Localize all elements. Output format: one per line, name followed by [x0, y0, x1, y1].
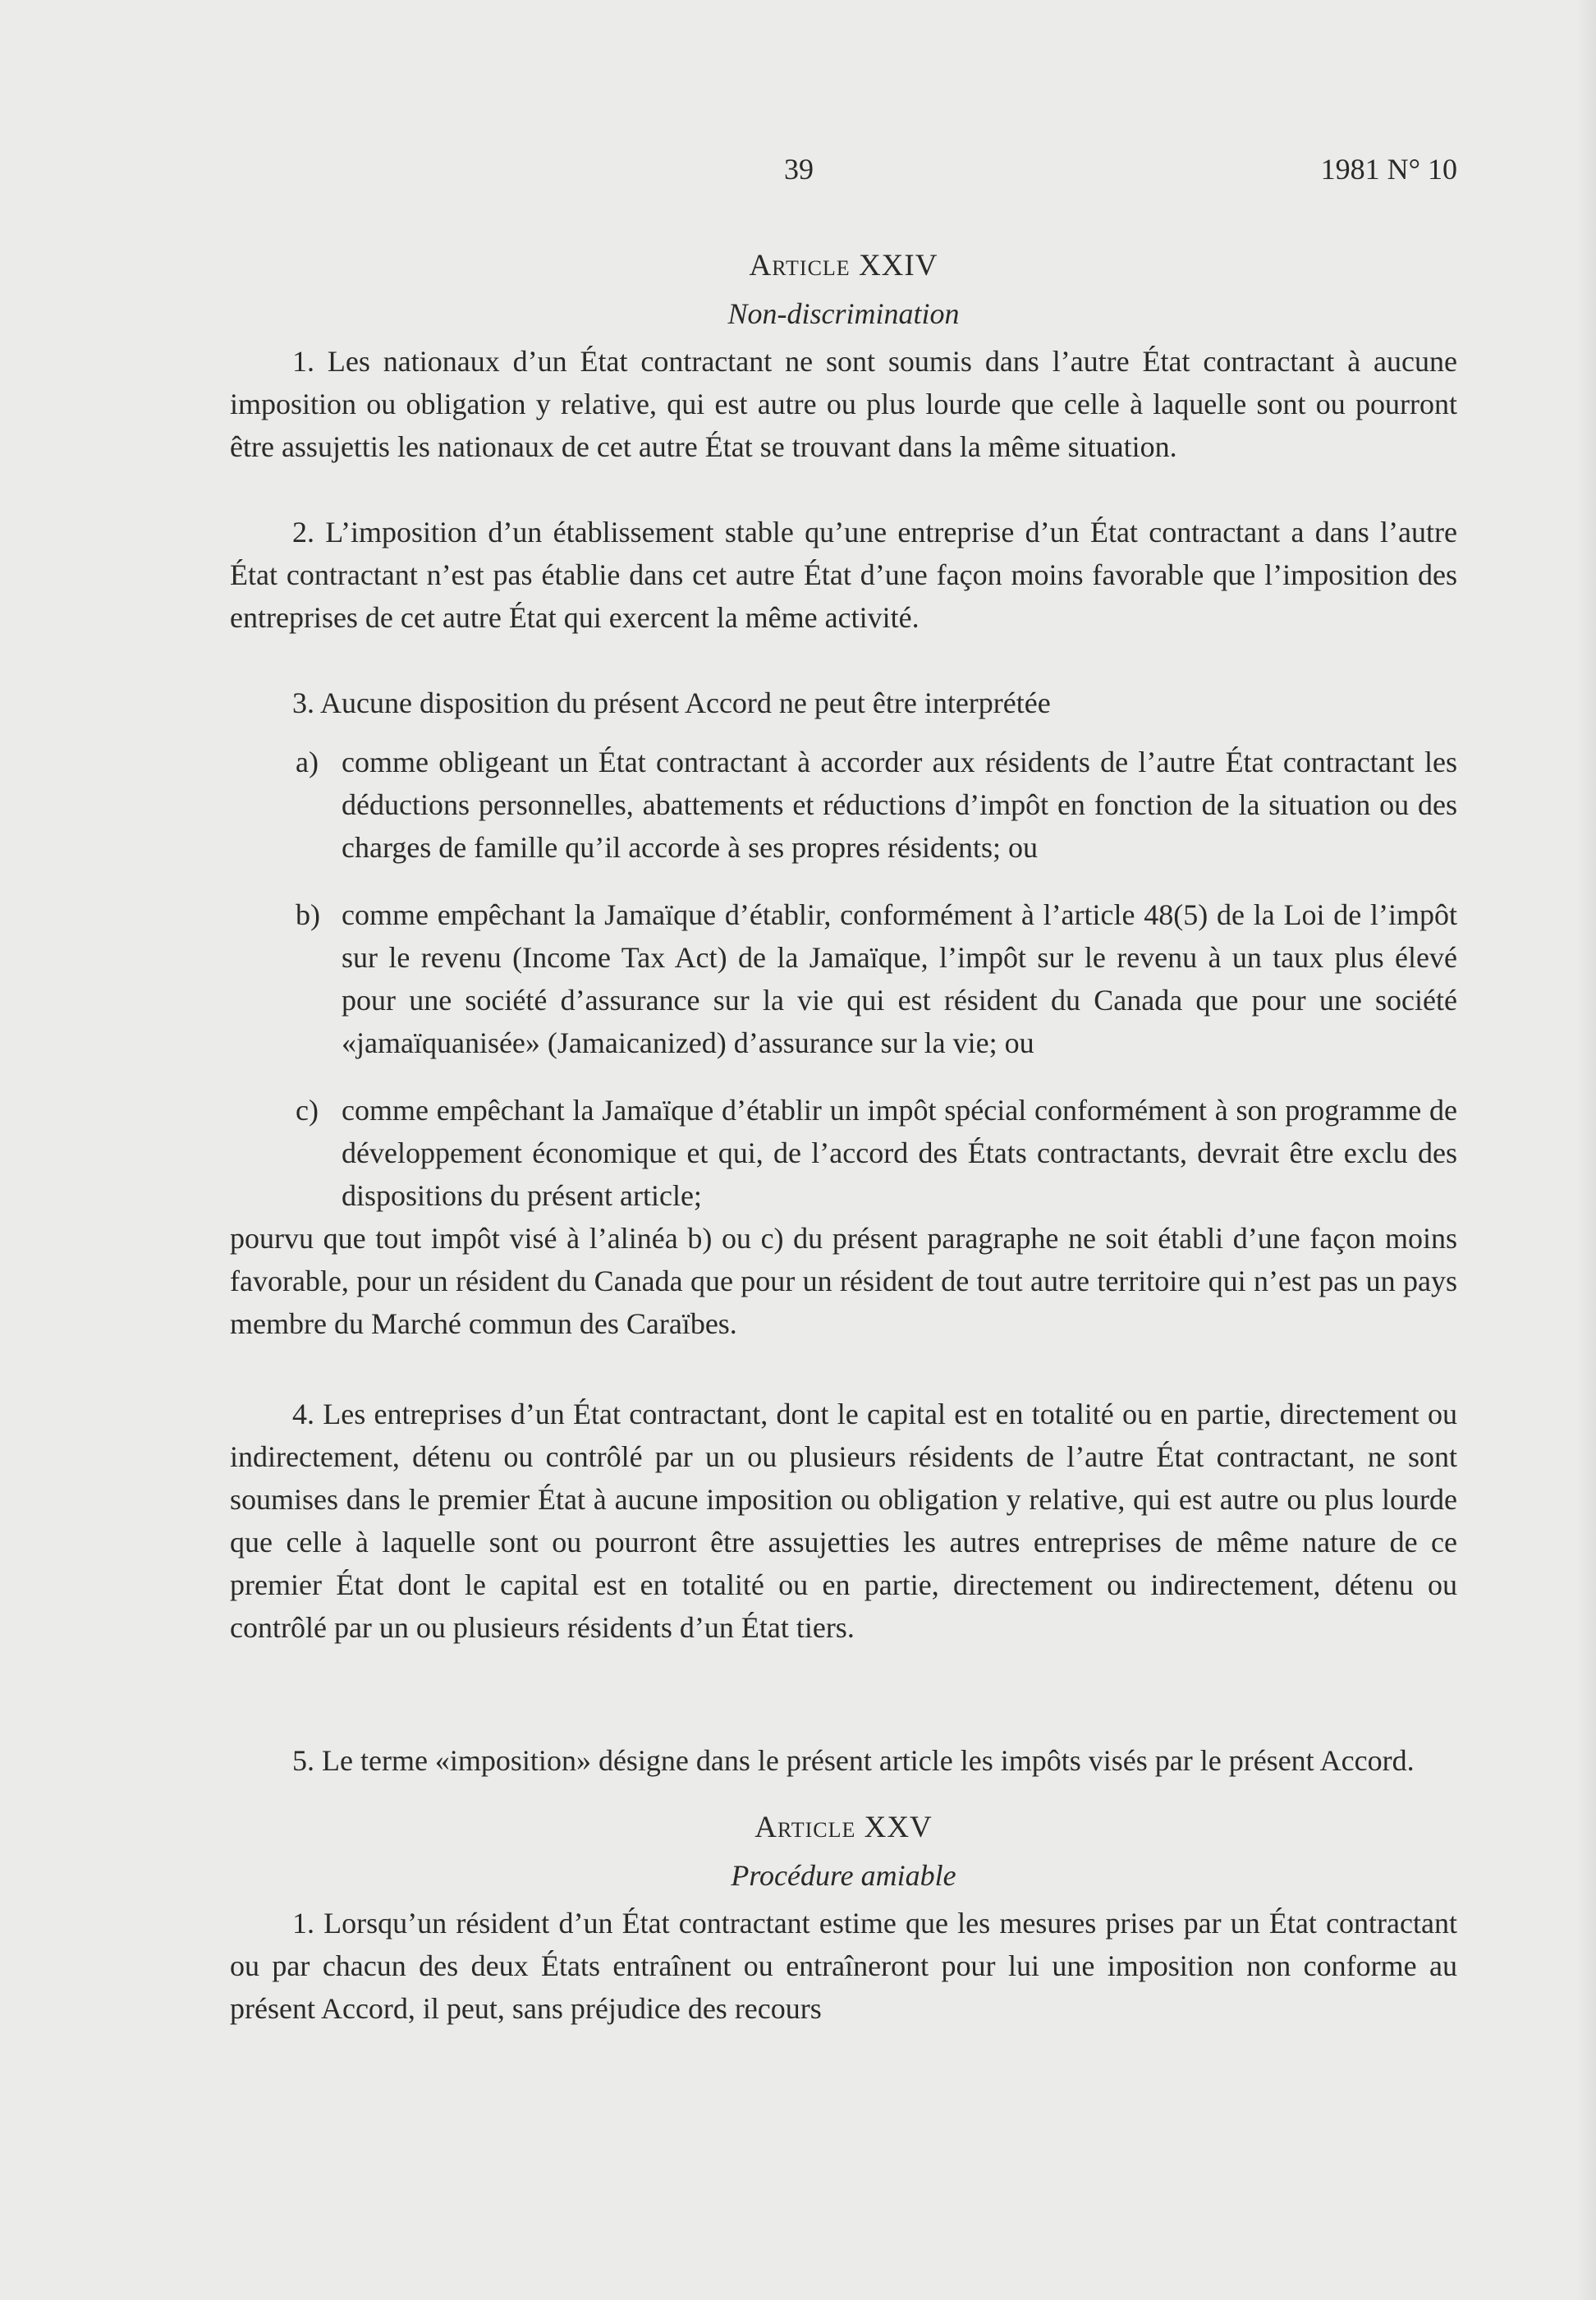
list-item-label: c): [296, 1094, 319, 1127]
article-24-paragraph-1: 1. Les nationaux d’un État contractant ne sont soumis dans l’autre État contractant à aucune imposition ou obligation y relative, qui est autre ou plus lourde que celle à laquelle sont ou pourront être assujettis les nationaux de cet autre État se trouvant dans la même situation.: [230, 345, 1457, 463]
list-item: [296, 1089, 1457, 1217]
article-24-paragraph-5: 5. Le terme «imposition» désigne dans le présent article les impôts visés par le présent Accord.: [292, 1744, 1415, 1777]
article-24-paragraph-3-intro: 3. Aucune disposition du présent Accord ne peut être interprétée: [292, 686, 1051, 719]
article-24-paragraph-4: 4. Les entreprises d’un État contractant, dont le capital est en totalité ou en partie, directement ou indirectement, détenu ou contrôlé par un ou plusieurs résidents de l’autre État contractant, ne sont soumises dans le premier État à aucune imposition ou obligation y relative, qui est autre ou plus lourde que celle à laquelle sont ou pourront être assujetties les autres entreprises de même nature de ce premier État dont le capital est en totalité ou en partie, directement ou indirectement, détenu ou contrôlé par un ou plusieurs résidents d’un État tiers.: [230, 1398, 1457, 1644]
document-page: [230, 140, 1457, 2030]
scan-edge-shadow: [1576, 0, 1596, 2300]
article-24-paragraph-3-proviso: pourvu que tout impôt visé à l’alinéa b) ou c) du présent paragraphe ne soit établi d’une façon moins favorable, pour un résident du Canada que pour un résident de tout autre territoire qui n’est pas un pays membre du Marché commun des Caraïbes.: [230, 1222, 1457, 1340]
list-item-label: a): [296, 746, 319, 778]
article-24-title: Article XXIV: [749, 249, 938, 282]
article-25-paragraph-1: 1. Lorsqu’un résident d’un État contractant estime que les mesures prises par un État contractant ou par chacun des deux États entraînent ou entraîneront pour lui une imposition non conforme au présent Accord, il peut, sans préjudice des recours: [230, 1907, 1457, 2025]
article-24-paragraph-2: 2. L’imposition d’un établissement stable qu’une entreprise d’un État contractant a dans l’autre État contractant n’est pas établie dans cet autre État d’une façon moins favorable que l’imposition des entreprises de cet autre État qui exercent la même activité.: [230, 516, 1457, 634]
article-25-title: Article XXV: [754, 1811, 933, 1844]
list-item-text: comme obligeant un État contractant à accorder aux résidents de l’autre État contractant les déductions personnelles, abattements et réductions d’impôt en fonction de la situation ou des charges de famille qu’il accorde à ses propres résidents; ou: [342, 746, 1457, 864]
page-number: 39: [784, 153, 814, 186]
article-24-subtitle: Non-discrimination: [727, 297, 960, 330]
page-header: [230, 140, 1457, 197]
list-item: [296, 741, 1457, 869]
list-item-text: comme empêchant la Jamaïque d’établir un impôt spécial conformément à son programme de développement économique et qui, de l’accord des États contractants, devrait être exclu des dispositions du présent article;: [342, 1094, 1457, 1212]
gazette-year-number: 1981 N° 10: [1320, 153, 1457, 186]
list-item-text: comme empêchant la Jamaïque d’établir, conformément à l’article 48(5) de la Loi de l’impôt sur le revenu (Income Tax Act) de la Jamaïque, l’impôt sur le revenu à un taux plus élevé pour une société d’assurance sur la vie qui est résident du Canada que pour une société «jamaïquanisée» (Jamaicanized) d’assurance sur la vie; ou: [342, 898, 1457, 1059]
article-25-subtitle: Procédure amiable: [731, 1859, 956, 1892]
list-item-label: b): [296, 898, 320, 931]
list-item: [296, 893, 1457, 1064]
